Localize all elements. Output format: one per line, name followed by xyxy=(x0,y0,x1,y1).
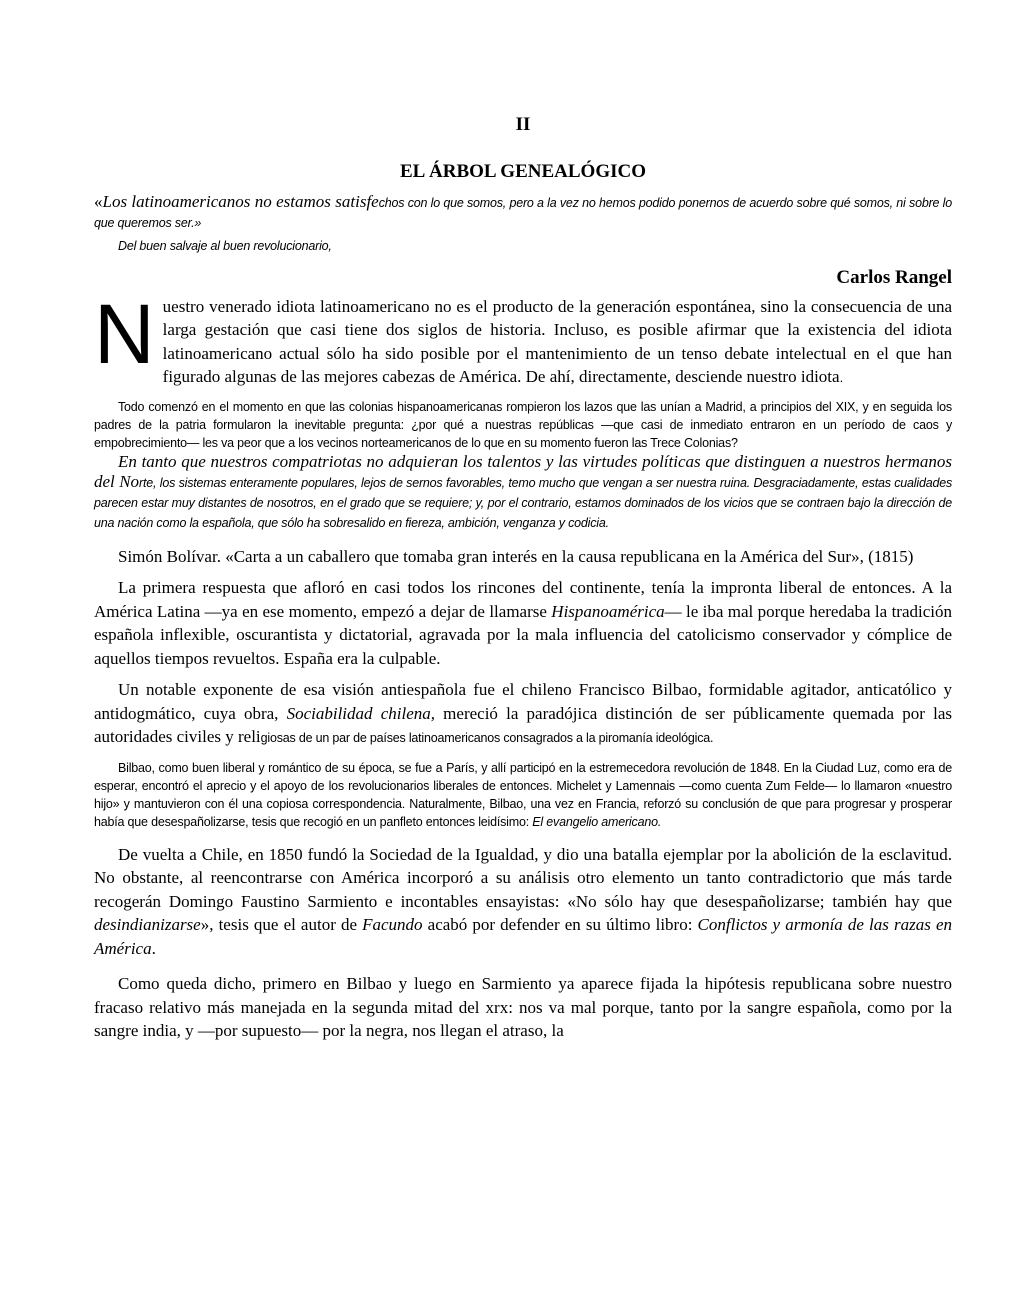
chapter-title: EL ÁRBOL GENEALÓGICO xyxy=(399,160,646,182)
paragraph-5-text-small: giosas de un par de países latinoamericanos consagrados a la piromanía ideológica. xyxy=(260,731,714,746)
epigraph-author: Carlos Rangel xyxy=(836,266,952,288)
paragraph-3: Simón Bolívar. «Carta a un caballero que tomaba gran interés en la causa republicana en la América del Sur», (1815) xyxy=(118,546,914,566)
paragraph-5 xyxy=(94,678,952,751)
paragraph-6 xyxy=(94,759,952,831)
paragraph-7-italic-2: Facundo xyxy=(362,915,423,935)
paragraph-7-text-a: De vuelta a Chile, en 1850 fundó la Sociedad de la Igualdad, y dio una batalla ejemplar por la abolición de la esclavitud. No obstante, al reencontrarse con América incorporó a su análisis otro elemento un tanto contradictorio que más tarde recogerán Domingo Faustino Sarmiento e incontables ensayistas: «No sólo hay que desespañolizarse; también hay que xyxy=(94,844,952,911)
paragraph-4-text-a: La primera respuesta que afloró en casi todos los rincones del continente, tenía la impronta liberal de entonces. A la América Latina —ya en ese momento, empezó a dejar de llamarse xyxy=(94,578,952,621)
paragraph-7-text-d: . xyxy=(151,938,156,958)
quote-text-small: rte, los sistemas enteramente populares, lejos de sernos favorables, temo mucho que vengan a ser nuestra ruina. Desgraciadamente, estas cualidades parecen estar muy distantes de nosotros, en el grado que se requiere; y, por el contrario, estamos dominados de los vicios que se contraen bajo la dirección de una nación como la española, que sólo ha sobresalido en fiereza, ambición, venganza y codicia. xyxy=(94,475,952,530)
paragraph-5-text-a: Un notable exponente de esa visión antiespañola fue el chileno Francisco Bilbao, formidable agitador, anticatólico y antidogmático, cuya obra, xyxy=(94,680,952,723)
paragraph-8: Como queda dicho, primero en Bilbao y luego en Sarmiento ya aparece fijada la hipótesis republicana sobre nuestro fracaso relativo más manejada en la segunda mitad del xrx: nos va mal porque, tanto por la sangre española, como por la sangre india, y —por supuesto— por la negra, nos llegan el atraso, la xyxy=(94,974,952,1041)
chapter-number: II xyxy=(515,114,531,135)
paragraph-6-text: Bilbao, como buen liberal y romántico de su época, se fue a París, y allí participó en la estremecedora revolución de 1848. En la Ciudad Luz, como era de esperar, encontró el aprecio y el apoyo de los revolucionarios liberales de entonces. Michelet y Lamennais —como cuenta Zum Felde— lo llamaron «nuestro hijo» y mantuvieron con él una copiosa correspondencia. Naturalmente, Bilbao, una vez en Francia, reforzó su conclusión de que para progresar y prosperar había que desespañolizarse, tesis que recogió en un panfleto entonces leidísimo: xyxy=(94,760,952,829)
paragraph-4-text-b: — le iba mal porque heredaba la tradición española inflexible, oscurantista y dictatorial, agravada por la mala influencia del catolicismo conservador y cómplice de aquellos tiempos revueltos. España era la culpable. xyxy=(94,601,952,668)
quote-text-large: En tanto que nuestros compatriotas no adquieran los talentos y las virtudes políticas que distinguen a nuestros hermanos del No xyxy=(94,451,952,491)
paragraph-1-text: uestro venerado idiota latinoamericano no es el producto de la generación espontánea, sino la consecuencia de una larga gestación que casi tiene dos siglos de historia. Incluso, es posible afirmar que la existencia del idiota latinoamericano actual sólo ha sido posible por el mantenimiento de un tenso debate intelectual en el que han figurado algunas de las mejores cabezas de América. De ahí, directamente, desciende nuestro idiota xyxy=(162,296,952,387)
paragraph-5-italic: Sociabilidad chilena, xyxy=(286,703,435,723)
paragraph-5-text-b: mereció la paradójica distinción de ser públicamente quemada por las autoridades civiles y reli xyxy=(94,703,952,747)
paragraph-7-text-b: », tesis que el autor de xyxy=(200,915,363,935)
paragraph-7-italic-3: Conflictos y armonía de las razas en América xyxy=(94,915,953,958)
paragraph-1 xyxy=(94,286,952,390)
paragraph-7-italic-1: desindianizarse xyxy=(94,915,201,935)
paragraph-4 xyxy=(94,576,952,670)
epigraph-text-large: Los latinoamericanos no estamos satisfe xyxy=(102,191,379,211)
epigraph-text-small: chos con lo que somos, pero a la vez no hemos podido ponernos de acuerdo sobre qué somos, ni sobre lo que queremos ser.» xyxy=(94,195,952,230)
paragraph-4-italic: Hispanoamérica xyxy=(551,601,665,621)
epigraph-open-quote: « xyxy=(94,191,103,211)
epigraph xyxy=(94,192,952,233)
paragraph-7-text-c: acabó por defender en su último libro: xyxy=(422,915,698,935)
bolivar-quote xyxy=(94,452,952,533)
paragraph-6-italic: El evangelio americano. xyxy=(532,814,662,829)
paragraph-7 xyxy=(94,843,952,961)
drop-cap: N xyxy=(94,286,155,381)
paragraph-1-end: . xyxy=(839,370,844,386)
paragraph-2: Todo comenzó en el momento en que las colonias hispanoamericanas rompieron los lazos que las unían a Madrid, a principios del XIX, y en seguida los padres de la patria formularon la inevitable pregunta: ¿por qué a nuestras repúblicas —que casi de inmediato entraron en un período de caos y empobrecimiento— les va peor que a los vecinos norteamericanos de lo que en su momento fueron las Trece Colonias? xyxy=(94,399,952,450)
epigraph-source: Del buen salvaje al buen revolucionario, xyxy=(118,238,332,253)
